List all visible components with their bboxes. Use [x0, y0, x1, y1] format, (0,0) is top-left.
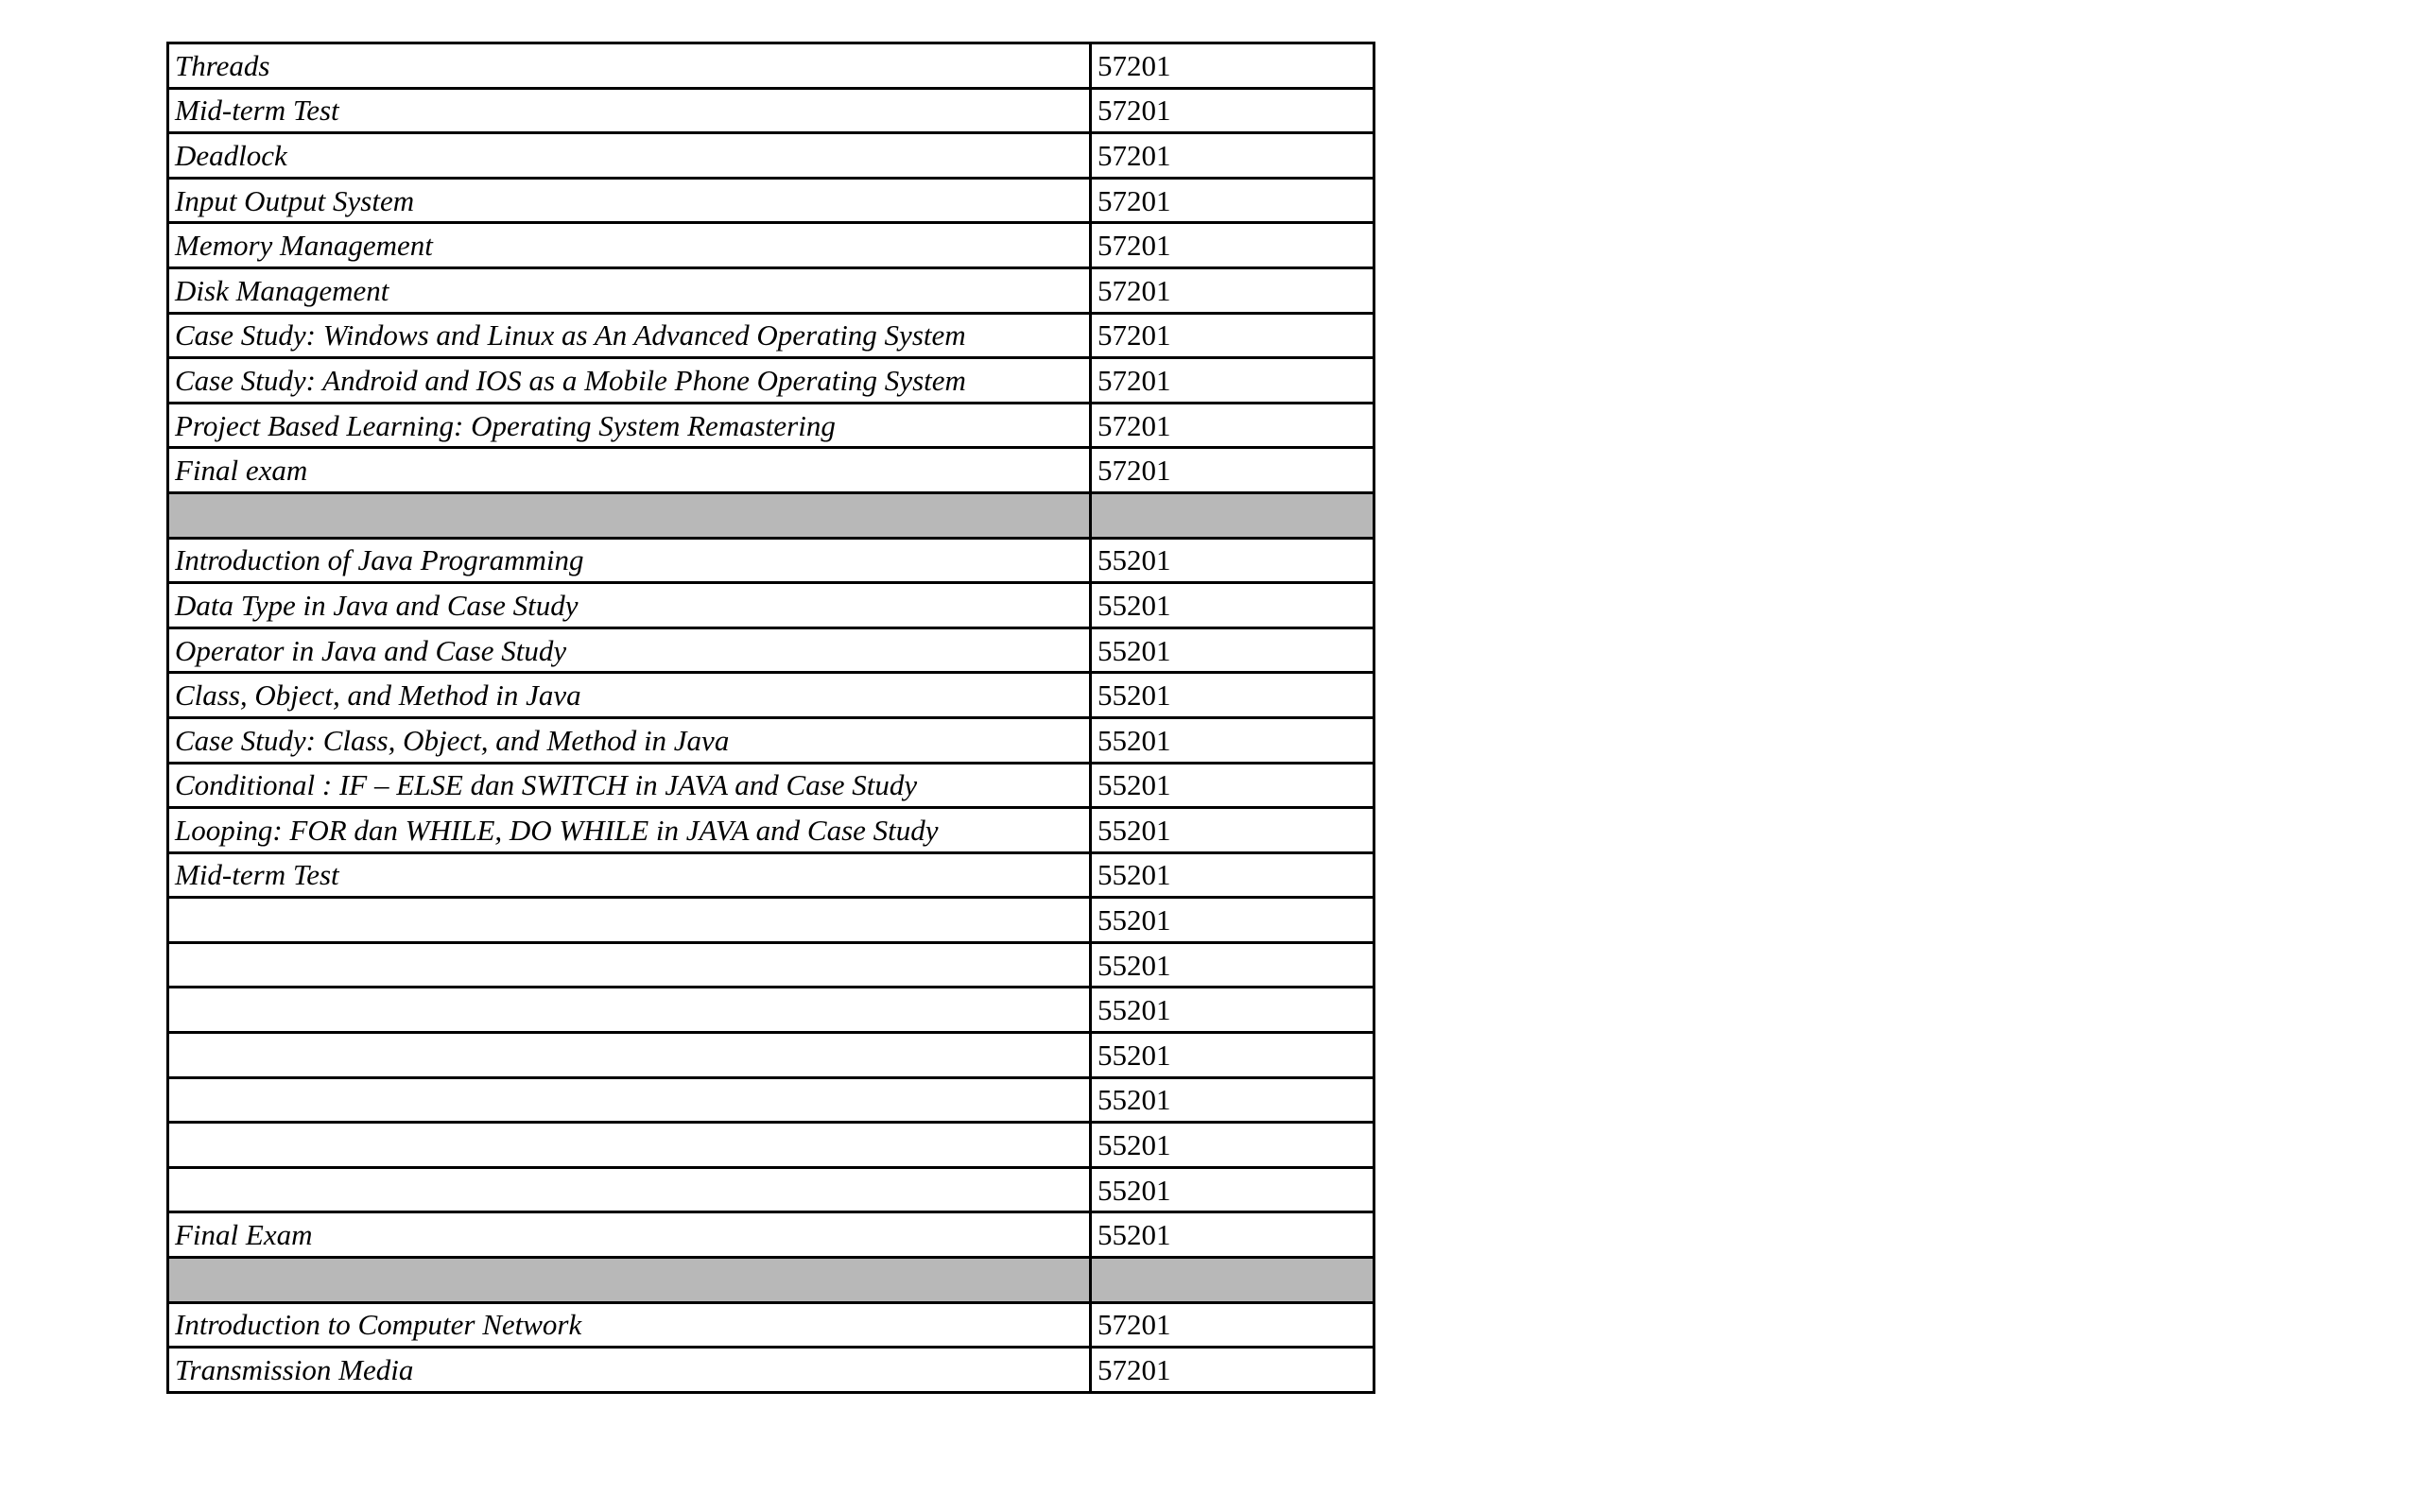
- table-row: [168, 1077, 1374, 1123]
- course-code-cell[interactable]: 55201: [1091, 763, 1374, 808]
- table-row: [168, 313, 1374, 358]
- course-code-cell[interactable]: 55201: [1091, 898, 1374, 943]
- course-code-cell[interactable]: [1091, 492, 1374, 538]
- topic-cell[interactable]: Case Study: Class, Object, and Method in Java: [168, 717, 1091, 763]
- table-row: [168, 223, 1374, 268]
- course-code-cell[interactable]: 57201: [1091, 178, 1374, 223]
- topic-cell[interactable]: Disk Management: [168, 267, 1091, 313]
- course-code-cell[interactable]: 57201: [1091, 223, 1374, 268]
- table-row: [168, 43, 1374, 89]
- topic-cell[interactable]: [168, 1258, 1091, 1303]
- topic-cell[interactable]: Looping: FOR dan WHILE, DO WHILE in JAVA and Case Study: [168, 808, 1091, 853]
- topic-cell[interactable]: [168, 1167, 1091, 1212]
- table-row: [168, 1033, 1374, 1078]
- topic-cell[interactable]: Threads: [168, 43, 1091, 89]
- table-row: [168, 358, 1374, 404]
- topic-cell[interactable]: Project Based Learning: Operating System Remastering: [168, 403, 1091, 448]
- table-row: [168, 627, 1374, 673]
- course-code-cell[interactable]: 57201: [1091, 43, 1374, 89]
- topic-cell[interactable]: Final exam: [168, 448, 1091, 493]
- table-row: [168, 763, 1374, 808]
- course-code-cell[interactable]: 55201: [1091, 808, 1374, 853]
- topic-cell[interactable]: Data Type in Java and Case Study: [168, 583, 1091, 628]
- topic-cell[interactable]: Mid-term Test: [168, 88, 1091, 133]
- topic-cell[interactable]: Case Study: Windows and Linux as An Advanced Operating System: [168, 313, 1091, 358]
- course-code-cell[interactable]: 55201: [1091, 988, 1374, 1033]
- table-row: [168, 133, 1374, 179]
- table-row: [168, 88, 1374, 133]
- topic-cell[interactable]: Introduction to Computer Network: [168, 1302, 1091, 1348]
- topic-cell[interactable]: Memory Management: [168, 223, 1091, 268]
- course-table-body: [168, 43, 1374, 1393]
- course-code-cell[interactable]: 55201: [1091, 942, 1374, 988]
- table-row: [168, 942, 1374, 988]
- course-code-cell[interactable]: 55201: [1091, 852, 1374, 898]
- topic-cell[interactable]: Case Study: Android and IOS as a Mobile Phone Operating System: [168, 358, 1091, 404]
- table-row: [168, 717, 1374, 763]
- topic-cell[interactable]: Introduction of Java Programming: [168, 538, 1091, 583]
- course-code-cell[interactable]: 55201: [1091, 1167, 1374, 1212]
- table-row: [168, 988, 1374, 1033]
- topic-cell[interactable]: [168, 988, 1091, 1033]
- course-code-cell[interactable]: 55201: [1091, 538, 1374, 583]
- table-row: [168, 1348, 1374, 1393]
- course-code-cell[interactable]: 57201: [1091, 403, 1374, 448]
- topic-cell[interactable]: [168, 492, 1091, 538]
- course-code-cell[interactable]: 55201: [1091, 1123, 1374, 1168]
- course-schedule-sheet: [166, 42, 1373, 1394]
- course-code-cell[interactable]: 57201: [1091, 88, 1374, 133]
- table-row: [168, 898, 1374, 943]
- table-row: [168, 1302, 1374, 1348]
- separator-row: [168, 1258, 1374, 1303]
- topic-cell[interactable]: [168, 942, 1091, 988]
- course-code-cell[interactable]: 55201: [1091, 717, 1374, 763]
- table-row: [168, 673, 1374, 718]
- course-code-cell[interactable]: 55201: [1091, 627, 1374, 673]
- course-code-cell[interactable]: 55201: [1091, 1033, 1374, 1078]
- topic-cell[interactable]: [168, 898, 1091, 943]
- table-row: [168, 583, 1374, 628]
- table-row: [168, 1123, 1374, 1168]
- table-row: [168, 1212, 1374, 1258]
- topic-cell[interactable]: [168, 1123, 1091, 1168]
- topic-cell[interactable]: Deadlock: [168, 133, 1091, 179]
- course-code-cell[interactable]: 57201: [1091, 267, 1374, 313]
- course-code-cell[interactable]: 55201: [1091, 1077, 1374, 1123]
- course-code-cell[interactable]: [1091, 1258, 1374, 1303]
- topic-cell[interactable]: [168, 1077, 1091, 1123]
- course-table: [166, 42, 1375, 1394]
- table-row: [168, 1167, 1374, 1212]
- table-row: [168, 852, 1374, 898]
- course-code-cell[interactable]: 57201: [1091, 1302, 1374, 1348]
- separator-row: [168, 492, 1374, 538]
- topic-cell[interactable]: [168, 1033, 1091, 1078]
- topic-cell[interactable]: Class, Object, and Method in Java: [168, 673, 1091, 718]
- topic-cell[interactable]: Operator in Java and Case Study: [168, 627, 1091, 673]
- table-row: [168, 267, 1374, 313]
- table-row: [168, 808, 1374, 853]
- topic-cell[interactable]: Final Exam: [168, 1212, 1091, 1258]
- topic-cell[interactable]: Mid-term Test: [168, 852, 1091, 898]
- table-row: [168, 403, 1374, 448]
- course-code-cell[interactable]: 57201: [1091, 358, 1374, 404]
- course-code-cell[interactable]: 57201: [1091, 133, 1374, 179]
- course-code-cell[interactable]: 55201: [1091, 673, 1374, 718]
- table-row: [168, 178, 1374, 223]
- topic-cell[interactable]: Input Output System: [168, 178, 1091, 223]
- course-code-cell[interactable]: 55201: [1091, 1212, 1374, 1258]
- topic-cell[interactable]: Conditional : IF – ELSE dan SWITCH in JAVA and Case Study: [168, 763, 1091, 808]
- table-row: [168, 538, 1374, 583]
- course-code-cell[interactable]: 57201: [1091, 1348, 1374, 1393]
- course-code-cell[interactable]: 55201: [1091, 583, 1374, 628]
- course-code-cell[interactable]: 57201: [1091, 313, 1374, 358]
- course-code-cell[interactable]: 57201: [1091, 448, 1374, 493]
- topic-cell[interactable]: Transmission Media: [168, 1348, 1091, 1393]
- table-row: [168, 448, 1374, 493]
